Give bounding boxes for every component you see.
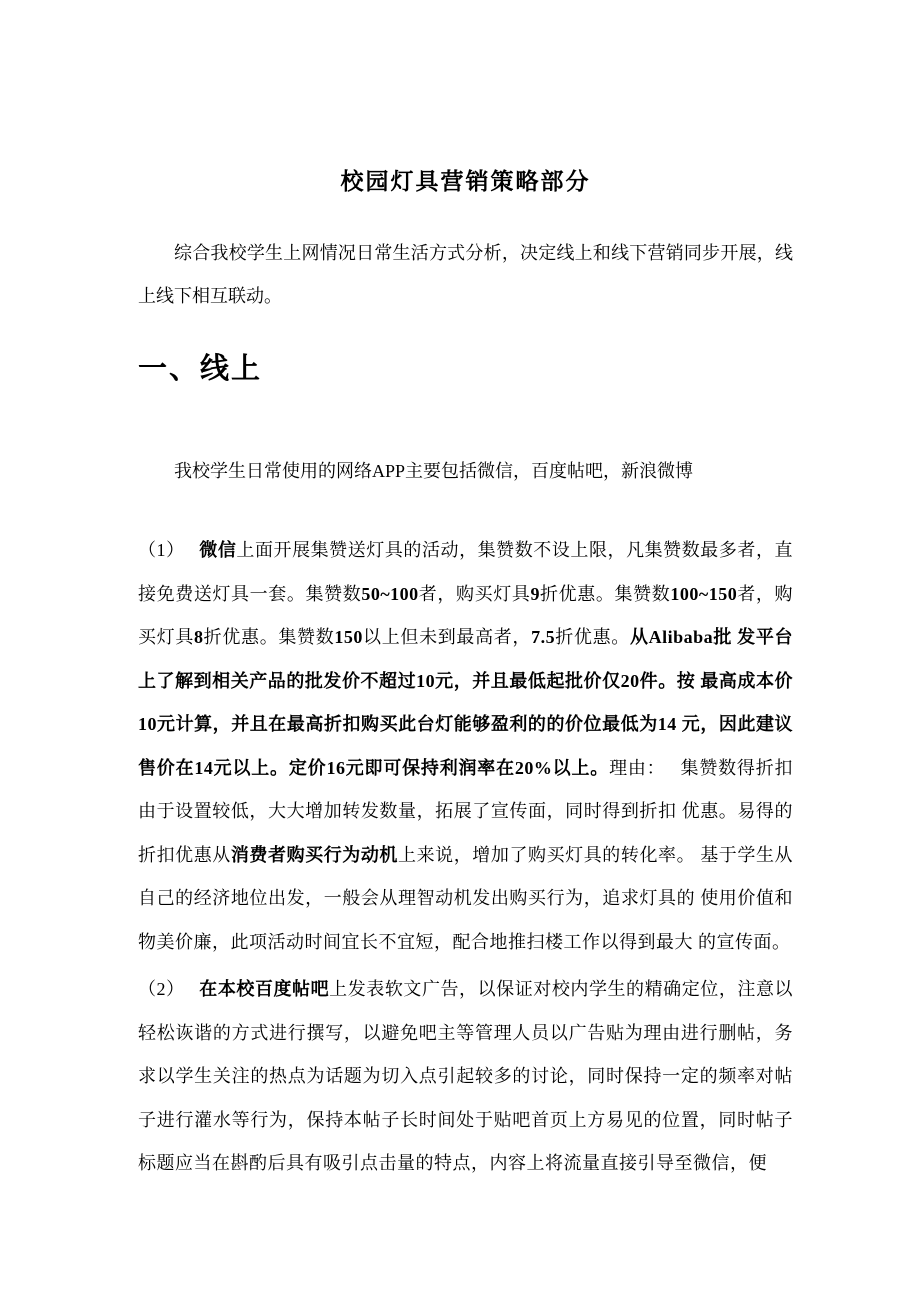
text-segment: 9 <box>530 583 540 604</box>
text-segment: 从Alibaba批 发平台上了解到相关产品的批发价不超过10元，并且最低起批价仅20件。按 最高成本价10元计算，并且在最高折扣购买此台灯能够盈利的的价位最低为14 元，因此建议售价在14元以上。定价16元即可保持利润率在20%以上。 <box>138 627 794 778</box>
text-segment: 者，购买灯具 <box>418 583 531 604</box>
text-segment: 理由： 集赞数得折扣由于设置较低，大大增加转发数量，拓展了宣传面，同时得到折扣 优惠。易得的折扣优惠从 <box>138 757 794 865</box>
text-segment: 消费者购买行为动机 <box>230 844 399 865</box>
item-2-paragraph <box>138 968 793 1186</box>
text-segment: 100~150 <box>670 583 738 604</box>
text-segment: 微信 <box>199 540 237 560</box>
text-segment: 在本校百度帖吧 <box>199 979 330 999</box>
text-segment: （1） <box>138 540 200 560</box>
intro-paragraph: 综合我校学生上网情况日常生活方式分析，决定线上和线下营销同步开展，线上线下相互联动。 <box>138 243 793 306</box>
text-segment: 折优惠。集赞数 <box>539 583 671 604</box>
text-segment: 7.5 <box>531 627 556 647</box>
text-segment: 上来说，增加了购买灯具的转化率。 基于学生从自己的经济地位出发，一般会从理智动机发出购买行为，追求灯具的 使用价值和物美价廉，此项活动时间宜长不宜短，配合地推扫楼工作以得到最大 的宣传面。 <box>138 844 794 952</box>
text-segment: 以上但未到最高者， <box>362 627 532 647</box>
text-segment: 上面开展集赞送灯具的活动，集赞数不设上限，凡集赞数最多者，直 接免费送灯具一套。集赞数 <box>138 540 794 604</box>
app-usage-paragraph: 我校学生日常使用的网络APP主要包括微信，百度帖吧，新浪微博 <box>174 461 694 481</box>
section-heading-online: 一、线上 <box>138 353 263 385</box>
text-segment: 150 <box>334 627 363 647</box>
document-title: 校园灯具营销策略部分 <box>340 168 591 194</box>
text-segment: 折优惠。集赞数 <box>203 627 335 647</box>
text-segment: 50~100 <box>361 583 419 604</box>
text-segment: （2） <box>138 979 200 999</box>
text-segment: 8 <box>194 627 204 647</box>
item-1-paragraph <box>138 529 793 964</box>
text-segment: 者，购买灯具 <box>138 583 794 647</box>
text-segment: 折优惠。 <box>555 627 630 647</box>
text-segment: 上发表软文广告，以保证对校内学生的精确定位，注意以 轻松诙谐的方式进行撰写，以避免吧主等管理人员以广告贴为理由进行删帖，务 求以学生关注的热点为话题为切入点引起较多的讨论，同时保持一定的频率对帖 子进行灌水等行为，保持本帖子长时间处于贴吧首页上方易见的位置，同时帖子 标题应当在斟酌后具有吸引点击量的特点，内容上将流量直接引导至微信，便 <box>138 979 794 1173</box>
